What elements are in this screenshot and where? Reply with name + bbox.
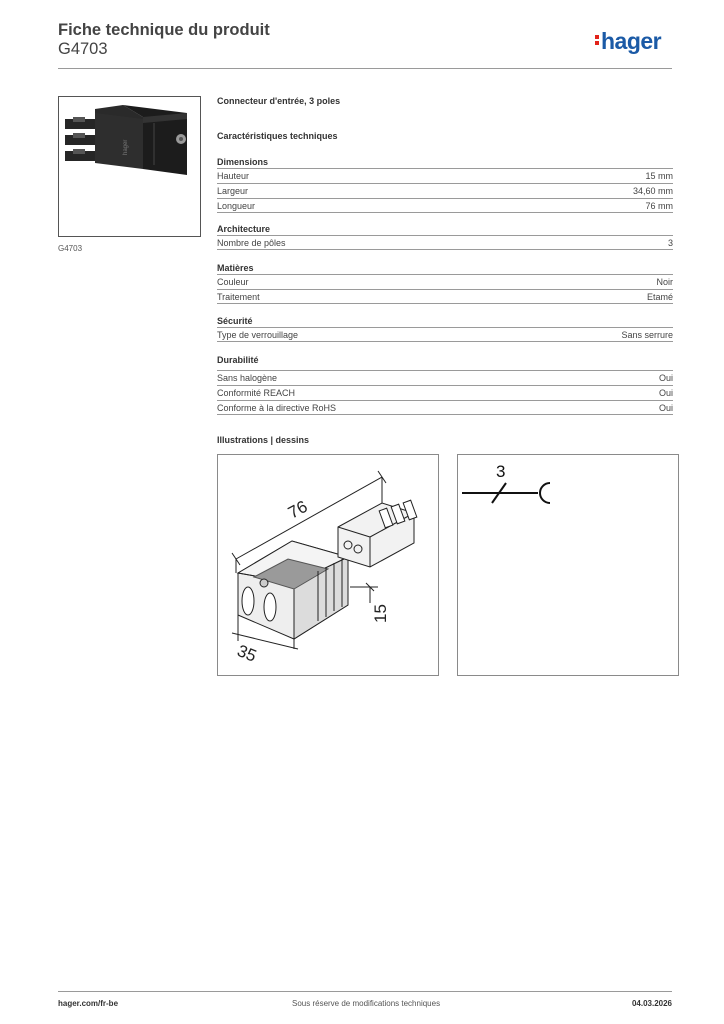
row-label: Largeur [217, 186, 249, 196]
row-value: 3 [667, 238, 673, 248]
product-code: G4703 [58, 40, 108, 58]
row-label: Conforme à la directive RoHS [217, 403, 337, 413]
dimension-width-label: 35 [234, 641, 260, 666]
row-label: Hauteur [217, 171, 250, 181]
photo-caption: G4703 [58, 244, 83, 253]
table-row [217, 385, 673, 400]
row-value: Sans serrure [621, 330, 673, 340]
footer-disclaimer: Sous réserve de modifications techniques [292, 999, 441, 1008]
logo-text: hager [601, 28, 662, 54]
hager-logo [595, 28, 661, 55]
table-row [217, 198, 673, 213]
connector-symbol-image [458, 455, 678, 675]
svg-text:hager: hager [123, 139, 129, 155]
section-title-architecture: Architecture [217, 224, 271, 234]
table-row [217, 274, 673, 289]
table-row [217, 327, 673, 342]
connector-drawing-image [218, 455, 438, 675]
row-label: Conformité REACH [217, 388, 296, 398]
row-label: Couleur [217, 277, 249, 287]
dimension-length-label: 76 [284, 496, 311, 523]
row-value: Oui [658, 388, 673, 398]
row-value: Oui [658, 373, 673, 383]
section-title-materials: Matières [217, 263, 254, 273]
table-row [217, 289, 673, 304]
row-label: Longueur [217, 201, 256, 211]
product-photo [58, 96, 201, 237]
illustrations-title: Illustrations | dessins [217, 435, 310, 445]
dimension-height-label: 15 [371, 604, 390, 623]
header-divider [58, 68, 672, 69]
table-row [217, 183, 673, 198]
footer-date: 04.03.2026 [631, 999, 672, 1008]
section-title-durability: Durabilité [217, 355, 259, 365]
row-label: Nombre de pôles [217, 238, 286, 248]
row-value: Etamé [646, 292, 673, 302]
symbol-poles-label: 3 [496, 462, 506, 481]
row-value: Oui [658, 403, 673, 413]
section-title-dimensions: Dimensions [217, 157, 269, 167]
table-row [217, 235, 673, 250]
row-value: Noir [656, 277, 673, 287]
row-value: 34,60 mm [632, 186, 673, 196]
connector-photo-image [59, 97, 200, 236]
row-label: Traitement [217, 292, 260, 302]
row-label: Type de verrouillage [217, 330, 299, 340]
footer-website: hager.com/fr-be [58, 999, 119, 1008]
table-row [217, 370, 673, 385]
section-title-security: Sécurité [217, 316, 253, 326]
row-value: 15 mm [645, 171, 673, 181]
schematic-symbol [457, 454, 679, 676]
product-name: Connecteur d'entrée, 3 poles [217, 96, 341, 106]
table-row [217, 168, 673, 183]
row-label: Sans halogène [217, 373, 278, 383]
table-row [217, 400, 673, 415]
page-title: Fiche technique du produit [58, 21, 270, 39]
tech-characteristics-title: Caractéristiques techniques [217, 131, 338, 141]
dimension-drawing [217, 454, 439, 676]
row-value: 76 mm [645, 201, 673, 211]
logo-dots-icon [595, 33, 600, 47]
footer-divider [58, 991, 672, 992]
